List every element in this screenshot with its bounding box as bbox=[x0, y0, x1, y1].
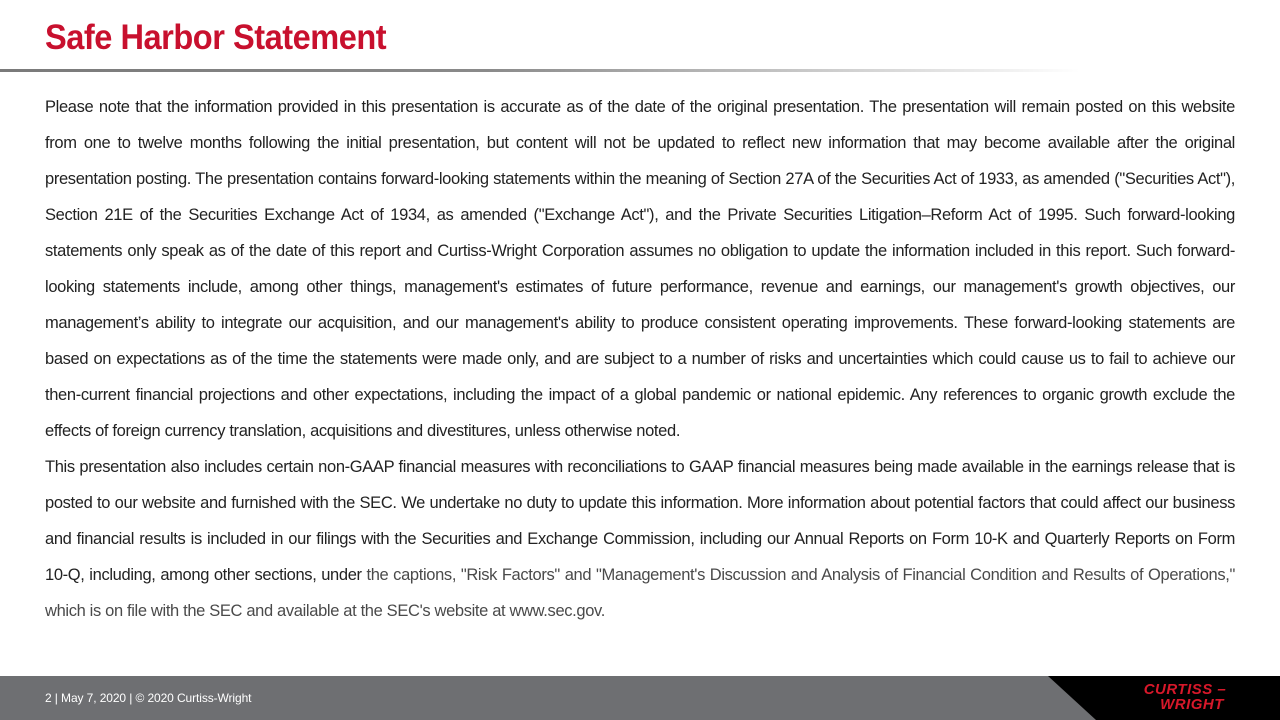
footer-page-info: 2 | May 7, 2020 | © 2020 Curtiss-Wright bbox=[45, 691, 252, 705]
logo-line-2: WRIGHT bbox=[1160, 696, 1224, 713]
slide-title: Safe Harbor Statement bbox=[45, 18, 387, 57]
paragraph-non-gaap-main: This presentation also includes certain non-GAAP financial measures with reconciliations to GAAP financial measures being made available in the earnings release that is posted to our website and furnished with the SEC. We undertake no duty to update this information. More information about potential factors that could affect our business and financial results is included in our filings with the Securities and Exchange Commission, including our Annual Reports on Form 10-K and Quarterly Reports on Form 10-Q, including, among other sections, under bbox=[45, 458, 1235, 584]
title-divider bbox=[0, 69, 1080, 72]
safe-harbor-body bbox=[45, 89, 1235, 629]
paragraph-forward-looking: Please note that the information provided in this presentation is accurate as of the date of the original presentation. The presentation will remain posted on this website from one to twelve months following the initial presentation, but content will not be updated to reflect new information that may become available after the original presentation posting. The presentation contains forward-looking statements within the meaning of Section 27A of the Securities Act of 1933, as amended ("Securities Act"), Section 21E of the Securities Exchange Act of 1934, as amended ("Exchange Act"), and the Private Securities Litigation–Reform Act of 1995. Such forward-looking statements only speak as of the date of this report and Curtiss-Wright Corporation assumes no obligation to update the information included in this report. Such forward-looking statements include, among other things, management's estimates of future performance, revenue and earnings, our management's growth objectives, our management’s ability to integrate our acquisition, and our management's ability to produce consistent operating improvements. These forward-looking statements are based on expectations as of the time the statements were made only, and are subject to a number of risks and uncertainties which could cause us to fail to achieve our then-current financial projections and other expectations, including the impact of a global pandemic or national epidemic. Any references to organic growth exclude the effects of foreign currency translation, acquisitions and divestitures, unless otherwise noted. bbox=[45, 98, 1235, 440]
curtiss-wright-logo bbox=[1124, 682, 1246, 712]
paragraph-non-gaap bbox=[45, 449, 1235, 629]
paragraph-non-gaap-tail: the captions, "Risk Factors" and "Management's Discussion and Analysis of Financial Condition and Results of Operations," which is on file with the SEC and available at the SEC's website at www.sec.gov. bbox=[45, 566, 1235, 620]
logo-line-1: CURTISS – bbox=[1143, 681, 1227, 698]
